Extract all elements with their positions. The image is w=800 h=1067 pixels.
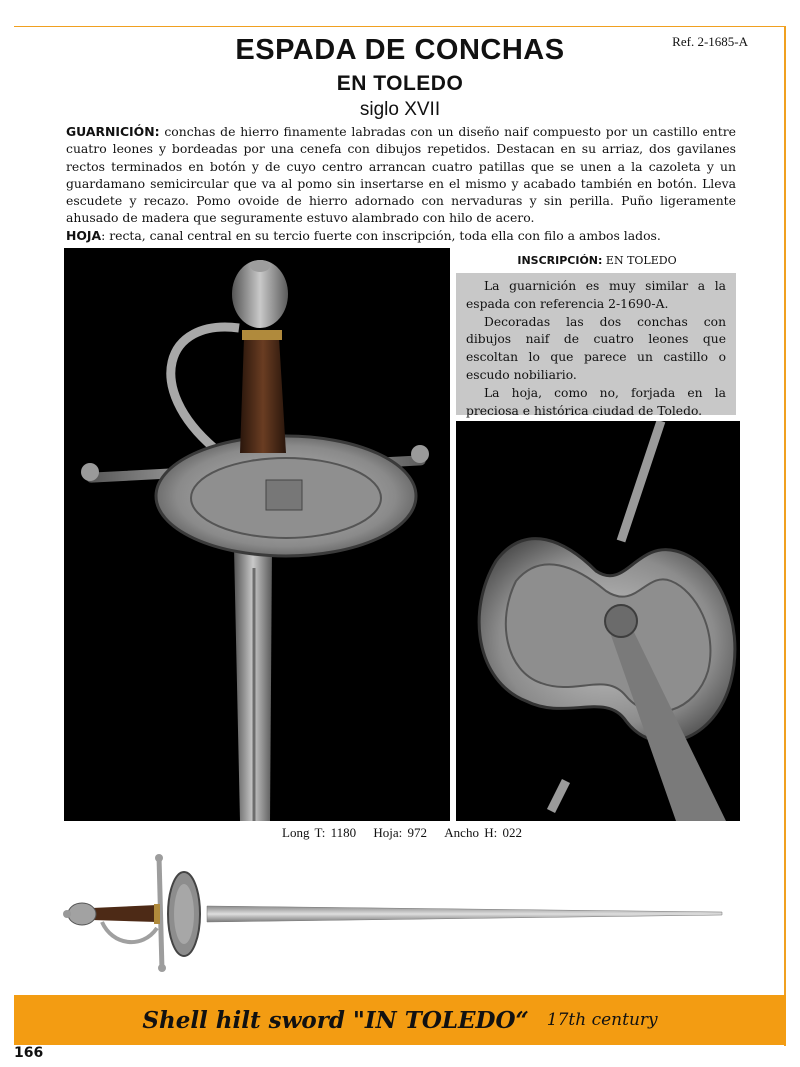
- guarnicion-text: conchas de hierro finamente labradas con un diseño naif compuesto por un castillo entre cuatro leones y bordeadas por una cenefa con dibujos repetidos. Destacan en su arriaz, dos gavilanes rectos terminados en botón y de cuyo centro arrancan cuatro patillas que se unen a la cazoleta y un guardamano semicircular que va al pomo sin insertarse en el mismo y acabado también en botón. Lleva escudete y recazo. Pomo ovoide de hierro adornado con nervaduras y sin perilla. Puño ligeramente ahusado de madera que seguramente estuvo alambrado con hilo de acero.: [66, 124, 736, 226]
- shell-guard-photo: [456, 421, 740, 821]
- description: [66, 123, 736, 244]
- blade-width: Ancho H: 022: [444, 825, 522, 840]
- full-sword-illustration: [62, 850, 732, 980]
- page-subtitle: EN TOLEDO: [336, 72, 464, 95]
- footer-subtitle: 17th century: [546, 1010, 658, 1030]
- century-label: siglo XVII: [359, 99, 441, 120]
- measurements: [64, 825, 740, 841]
- inscription-value: EN TOLEDO: [602, 254, 677, 267]
- inscription-label: INSCRIPCIÓN:: [517, 254, 603, 267]
- shell-guard-illustration: [456, 421, 740, 821]
- note-paragraph: Decoradas las dos conchas con dibujos naif de cuatro leones que escoltan lo que parece un castillo o escudo nobiliario.: [466, 314, 726, 382]
- reference-number: Ref. 2-1685-A: [672, 34, 748, 49]
- hilt-photo: [64, 248, 450, 821]
- page-number: 166: [14, 1045, 44, 1061]
- guarnicion-label: GUARNICIÓN:: [66, 124, 160, 139]
- note-paragraph: La guarnición es muy similar a la espada con referencia 2-1690-A.: [466, 279, 726, 311]
- note-box: [456, 273, 736, 418]
- note-paragraph: La hoja, como no, forjada en la preciosa e histórica ciudad de Toledo.: [466, 385, 726, 418]
- footer-band: [14, 995, 786, 1045]
- inscription: [458, 254, 736, 267]
- hoja-text: : recta, canal central en su tercio fuerte con inscripción, toda ella con filo a ambos lados.: [101, 227, 661, 243]
- blade-length: Hoja: 972: [373, 825, 428, 840]
- page-title: ESPADA DE CONCHAS: [235, 34, 565, 66]
- full-sword-photo: [62, 850, 732, 980]
- hoja-label: HOJA: [66, 227, 102, 243]
- total-length: Long T: 1180: [282, 825, 357, 840]
- footer-title: Shell hilt sword "IN TOLEDO“: [142, 1006, 529, 1034]
- hilt-illustration: [64, 248, 450, 821]
